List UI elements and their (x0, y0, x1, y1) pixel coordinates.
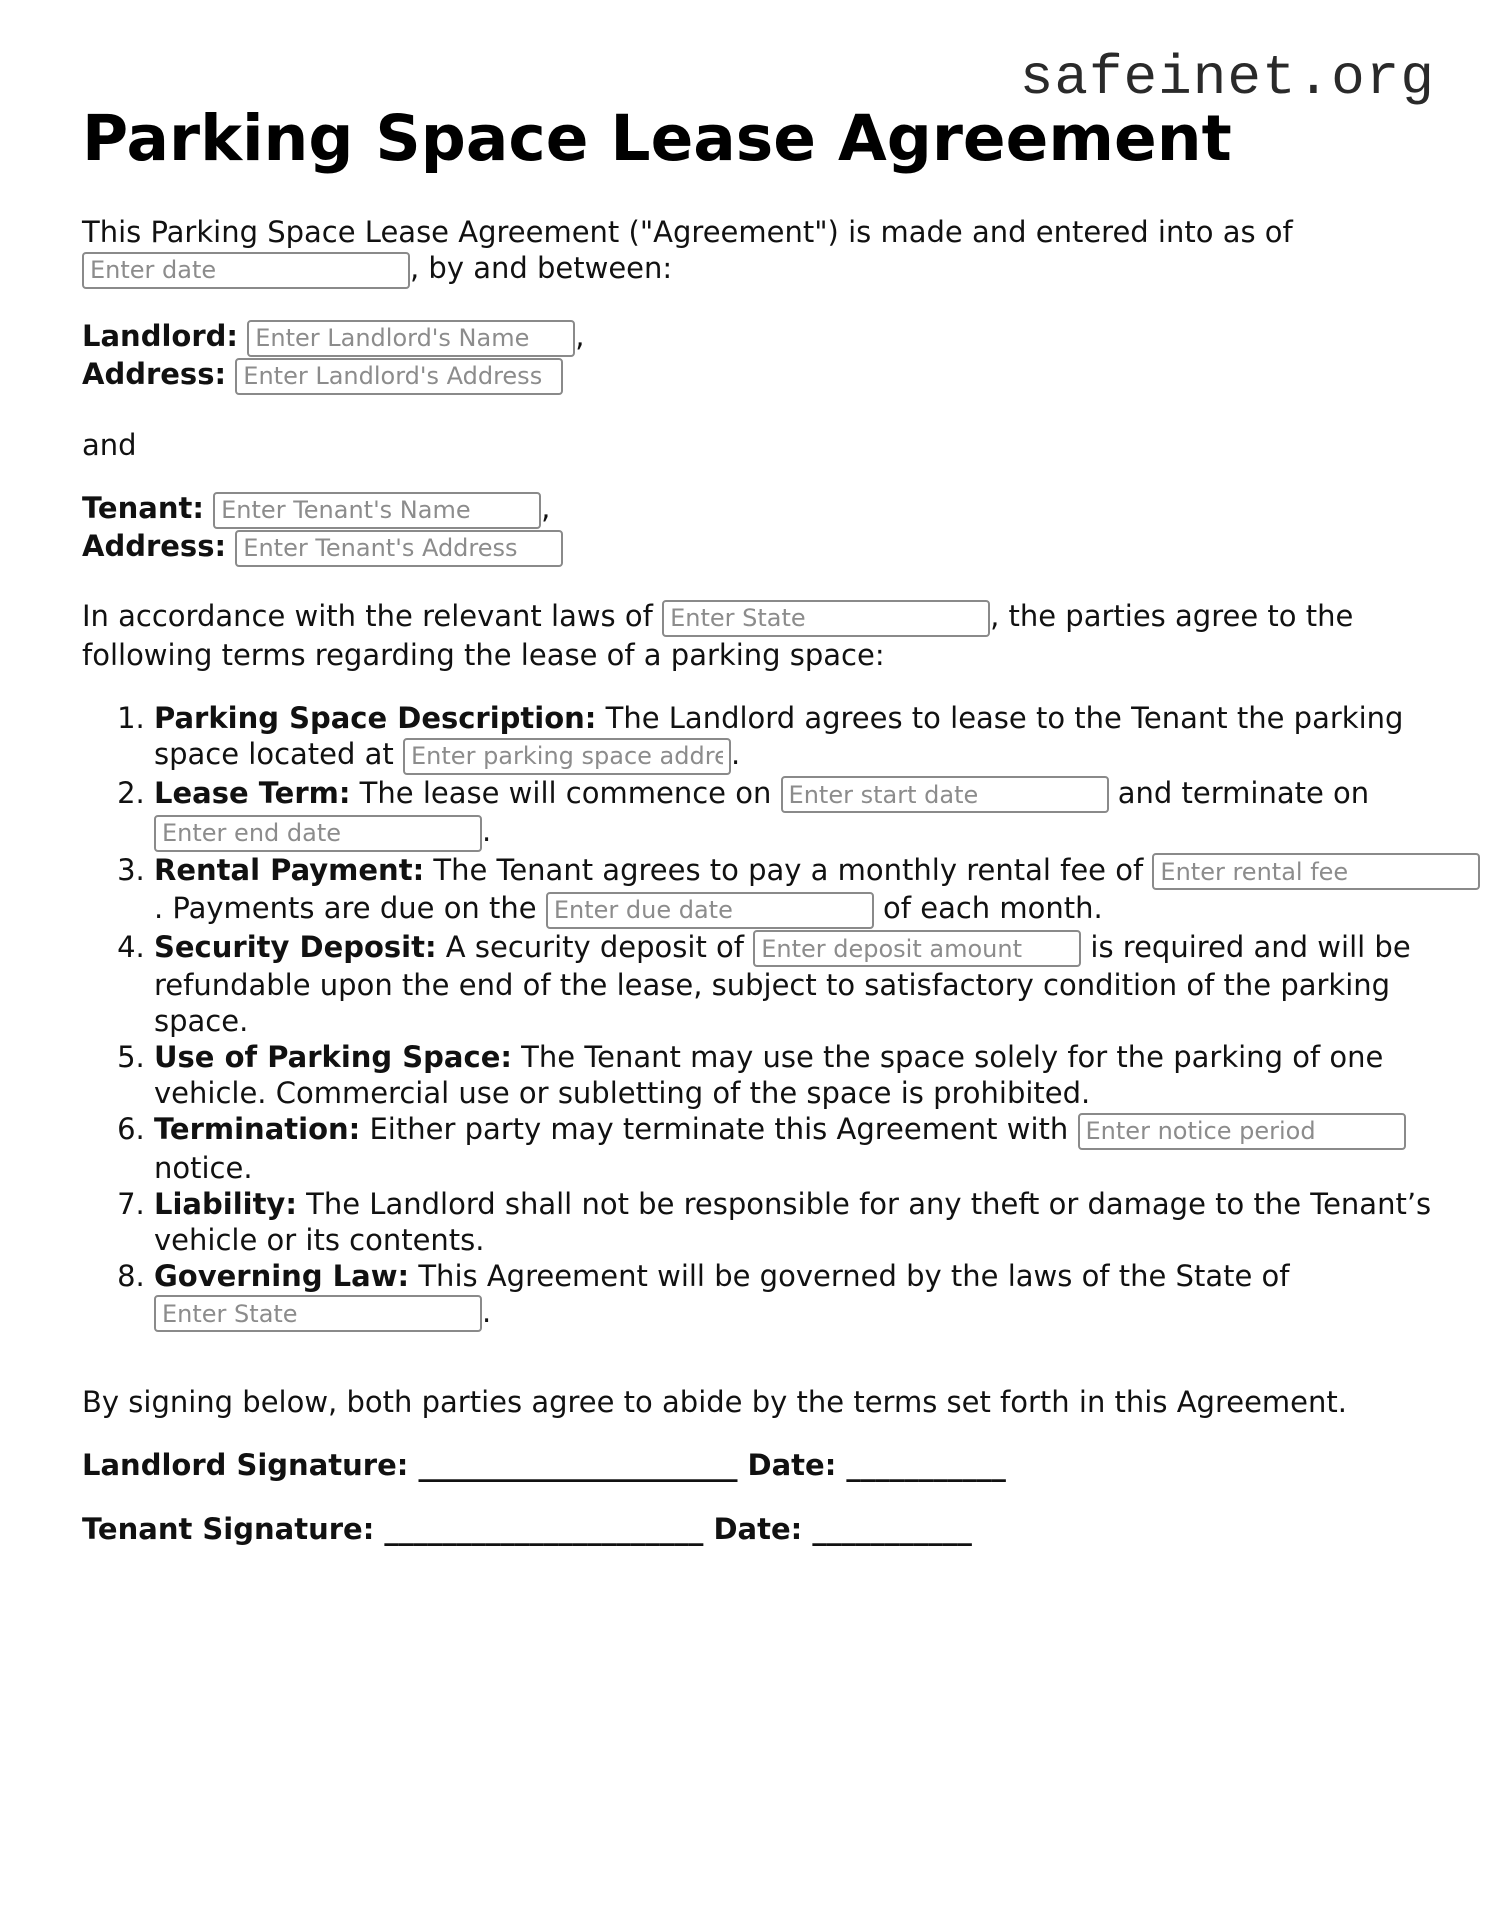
and-text: and (82, 428, 137, 462)
landlord-name-field[interactable] (247, 320, 575, 357)
intro-text: This Parking Space Lease Agreement ("Agreement") is made and entered into as of (82, 215, 1293, 249)
terms-list (82, 700, 1484, 1332)
tenant-block: Tenant: Enter Tenant's Name , Address: Enter Tenant's Address (82, 490, 1412, 566)
laws-suffix: , the parties agree to the following terms regarding the lease of a parking space: (82, 599, 1354, 672)
term-text: of each month. (873, 891, 1103, 925)
term-text: The lease will commence on (350, 775, 781, 810)
landlord-address-field[interactable] (235, 358, 563, 395)
notice-period-field[interactable] (1078, 1113, 1406, 1150)
governing-state-field[interactable] (154, 1295, 482, 1332)
term-2 (154, 775, 1484, 852)
term-text: notice. (154, 1150, 253, 1185)
tenant-label: Tenant: (82, 491, 204, 525)
deposit-amount-field[interactable] (753, 930, 1081, 967)
term-text: is required and will be refundable upon the end of the lease, subject to satisfactory condition of the parking space. (154, 929, 1411, 1038)
landlord-signature-line: Landlord Signature: ______________________ Date: ___________ (82, 1448, 1006, 1482)
landlord-label: Landlord: (82, 319, 238, 353)
due-date-field[interactable] (546, 892, 874, 929)
parking-space-address-field[interactable] (403, 738, 731, 775)
term-heading: Rental Payment: (154, 852, 425, 887)
closing-paragraph: By signing below, both parties agree to abide by the terms set forth in this Agreement. (82, 1385, 1347, 1419)
end-date-field[interactable] (154, 815, 482, 852)
intro-suffix: , by and between: (410, 251, 673, 285)
term-text: The Landlord shall not be responsible for any theft or damage to the Tenant’s vehicle or its contents. (154, 1186, 1432, 1257)
term-8 (154, 1258, 1484, 1333)
term-heading: Governing Law: (154, 1258, 410, 1293)
state-field[interactable] (662, 600, 990, 637)
term-text: and terminate on (1108, 775, 1370, 810)
term-heading: Liability: (154, 1186, 297, 1221)
tenant-address-field[interactable] (235, 530, 563, 567)
term-heading: Use of Parking Space: (154, 1040, 512, 1074)
term-text: This Agreement will be governed by the laws of the State of (409, 1258, 1290, 1293)
term-text: . (482, 1294, 492, 1329)
term-text: The Tenant may use the space solely for the parking of one vehicle. Commercial use or subletting of the space is prohibited. (154, 1040, 1384, 1110)
term-text: A security deposit of (436, 929, 754, 964)
term-text: Either party may terminate this Agreement with (360, 1112, 1078, 1146)
term-5 (154, 1039, 1484, 1111)
term-heading: Parking Space Description: (154, 701, 597, 735)
start-date-field[interactable] (781, 776, 1109, 813)
term-heading: Security Deposit: (154, 929, 437, 964)
term-text: The Tenant agrees to pay a monthly rental fee of (424, 852, 1153, 887)
term-heading: Termination: (154, 1112, 361, 1146)
term-text: . (482, 814, 492, 848)
watermark: safeinet.org (1019, 46, 1435, 110)
tenant-address-label: Address: (82, 529, 227, 563)
tenant-signature-line: Tenant Signature: ______________________ Date: ___________ (82, 1512, 972, 1546)
agreement-date-field[interactable] (82, 252, 410, 289)
landlord-block: Landlord: Enter Landlord's Name , Address: Enter Landlord's Address (82, 318, 1412, 394)
rental-fee-field[interactable] (1152, 853, 1480, 890)
term-1 (154, 700, 1484, 775)
intro-paragraph (82, 214, 1412, 289)
term-6 (154, 1111, 1484, 1186)
term-text: The Landlord agrees to lease to the Tenant the parking space located at (154, 701, 1404, 771)
page-title: Parking Space Lease Agreement (82, 102, 1232, 175)
term-text: . (731, 737, 741, 771)
term-4 (154, 929, 1484, 1040)
term-3 (154, 852, 1484, 929)
term-heading: Lease Term: (154, 775, 351, 810)
term-7 (154, 1186, 1484, 1258)
tenant-name-field[interactable] (213, 492, 541, 529)
term-text: . Payments are due on the (154, 891, 546, 925)
landlord-address-label: Address: (82, 357, 227, 391)
laws-paragraph (82, 598, 1412, 673)
laws-prefix: In accordance with the relevant laws of (82, 599, 653, 633)
